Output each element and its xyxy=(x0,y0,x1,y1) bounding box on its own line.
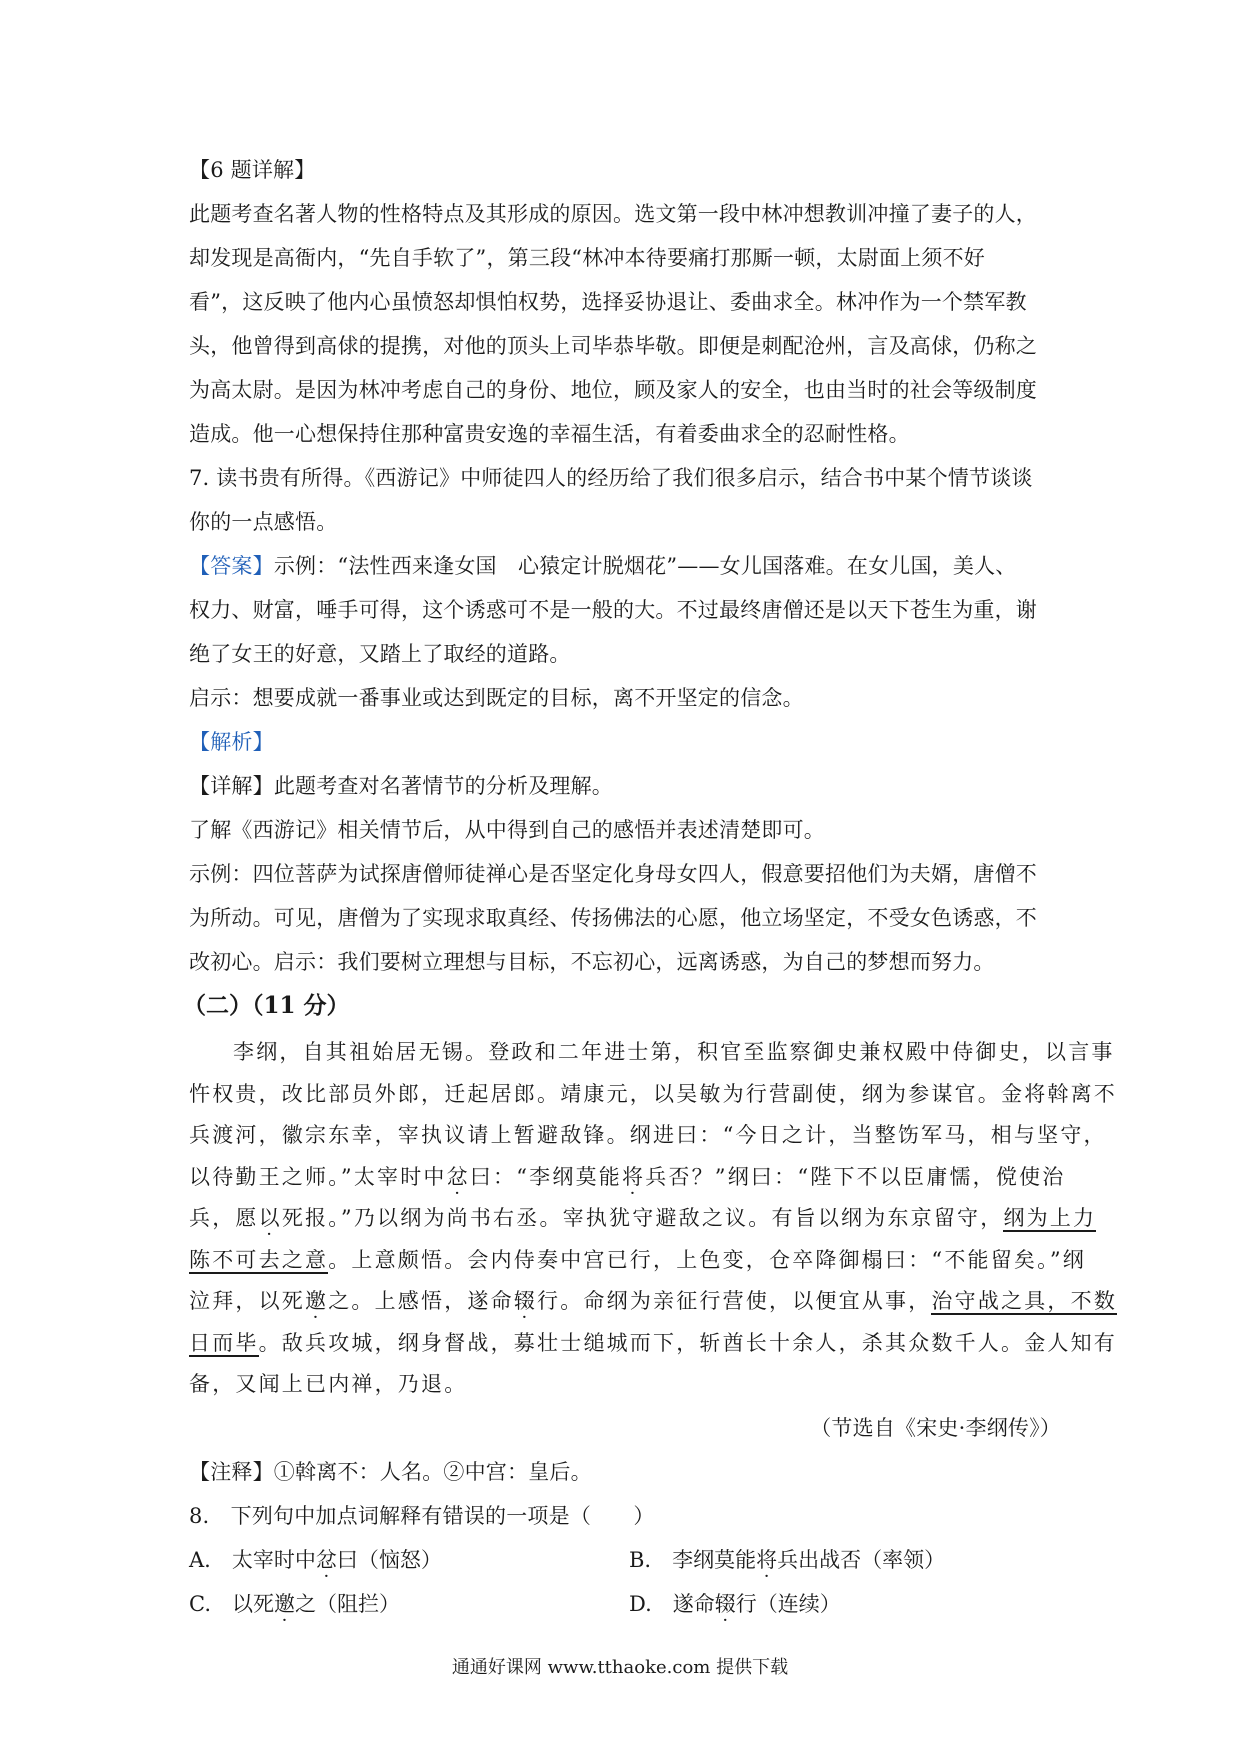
section-title: （二）（11 分） xyxy=(183,992,350,1019)
q8-options-row xyxy=(189,1538,1069,1582)
option-text: A. 太宰时中 xyxy=(189,1547,316,1572)
passage-text: 兵否？”纲曰：“陛下不以臣庸懦，傥使治 xyxy=(645,1164,1066,1189)
q7-answer-line: 启示：想要成就一番事业或达到既定的目标，离不开坚定的信念。 xyxy=(189,686,804,710)
option-text: 曰（恼怒） xyxy=(336,1547,442,1572)
passage-text: 之。上感悟，遂命 xyxy=(328,1289,514,1313)
q7-answer-line xyxy=(189,544,1069,588)
q6-detail-line: 此题考查名著人物的性格特点及其形成的原因。选文第一段中林冲想教训冲撞了妻子的人， xyxy=(189,202,1037,226)
q7-answer-text: 示例：“法性西来逢女国 心猿定计脱烟花”——女儿国落难。在女儿国，美人、 xyxy=(273,554,1017,578)
passage-text: 行。命纲为亲征行营使，以便宜从事， xyxy=(537,1289,932,1313)
answer-tag: 【答案】 xyxy=(189,554,274,578)
q8-option-a xyxy=(189,1538,629,1582)
q6-detail-line: 看”，这反映了他内心虽愤怒却惧怕权势，选择妥协退让、委曲求全。林冲作为一个禁军教 xyxy=(189,290,1027,314)
dotted-word: 以 xyxy=(258,1206,282,1230)
passage-line xyxy=(189,1157,1069,1199)
passage-source: （节选自《宋史·李纲传》） xyxy=(810,1415,1061,1440)
option-text: B. 李纲莫能 xyxy=(629,1547,757,1572)
q7-answer-line: 权力、财富，唾手可得，这个诱惑可不是一般的大。不过最终唐僧还是以天下苍生为重，谢 xyxy=(189,598,1037,622)
underlined-sentence: 纲为上力 xyxy=(1003,1206,1097,1230)
dotted-word: 将 xyxy=(756,1547,778,1572)
dotted-word: 辍 xyxy=(513,1289,538,1313)
passage-line: 忤权贵，改比部员外郎，迁起居郎。靖康元，以吴敏为行营副使，纲为参谋官。金将斡离不 xyxy=(189,1081,1117,1106)
passage-line xyxy=(189,1281,1118,1323)
q7-detail-text: 此题考查对名著情节的分析及理解。 xyxy=(273,774,614,798)
passage-line xyxy=(189,1198,1097,1240)
q8-stem: 8. 下列句中加点词解释有错误的一项是（ ） xyxy=(189,1503,655,1528)
q7-detail-line: 为所动。可见，唐僧为了实现求取真经、传扬佛法的心愿，他立场坚定，不受女色诱惑，不 xyxy=(189,906,1037,930)
q7-detail-line: 了解《西游记》相关情节后，从中得到自己的感悟并表述清楚即可。 xyxy=(189,818,825,842)
q7-detail-line xyxy=(189,764,1069,808)
q8-options-row xyxy=(189,1582,1069,1626)
option-text: C. 以死 xyxy=(189,1591,274,1616)
passage-text: 泣拜，以死 xyxy=(189,1289,305,1313)
q6-detail-heading: 【6 题详解】 xyxy=(189,158,316,182)
q6-detail-line: 造成。他一心想保持住那种富贵安逸的幸福生活，有着委曲求全的忍耐性格。 xyxy=(189,422,910,446)
passage-line: 备，又闻上已内禅，乃退。 xyxy=(189,1372,468,1396)
option-text: 之（阻拦） xyxy=(295,1591,400,1616)
q6-detail-line: 为高太尉。是因为林冲考虑自己的身份、地位，顾及家人的安全，也由当时的社会等级制度 xyxy=(189,378,1037,402)
dotted-word: 辍 xyxy=(714,1591,736,1616)
analysis-tag: 【解析】 xyxy=(189,730,274,754)
underlined-sentence: 治守战之具，不数 xyxy=(931,1289,1118,1313)
page-content xyxy=(183,148,1118,1626)
page-footer: 通通好课网 www.tthaoke.com 提供下载 xyxy=(451,1657,789,1678)
passage-text: 死报。”乃以纲为尚书右丞。宰执犹守避敌之议。有旨以纲为东京留守， xyxy=(281,1206,1004,1230)
passage-text: 曰：“李纲莫能 xyxy=(469,1164,622,1189)
q8-option-b xyxy=(629,1538,1069,1582)
passage-line: 李纲，自其祖始居无锡。登政和二年进士第，积官至监察御史兼权殿中侍御史，以言事 xyxy=(233,1040,1115,1064)
q7-question-line: 7. 读书贵有所得。《西游记》中师徒四人的经历给了我们很多启示，结合书中某个情节谈谈 xyxy=(189,466,1033,490)
q7-answer-line: 绝了女王的好意，又踏上了取经的道路。 xyxy=(189,642,571,666)
passage-note: 【注释】①斡离不：人名。②中宫：皇后。 xyxy=(189,1459,592,1484)
passage-text: 以待勤王之师。”太宰时中 xyxy=(189,1164,447,1189)
detail-tag: 【详解】 xyxy=(189,774,274,798)
q6-detail-line: 却发现是高衙内，“先自手软了”，第三段“林冲本待要痛打那厮一顿，太尉面上须不好 xyxy=(189,246,986,270)
dotted-word: 邀 xyxy=(274,1591,295,1616)
passage-text: 。上意颇悟。会内侍奏中宫已行，上色变，仓卒降御榻曰：“不能留矣。”纲 xyxy=(328,1247,1086,1272)
underlined-sentence: 日而毕 xyxy=(189,1330,259,1355)
q7-detail-line: 示例：四位菩萨为试探唐僧师徒禅心是否坚定化身母女四人，假意要招他们为夫婿，唐僧不 xyxy=(189,862,1037,886)
passage-line xyxy=(189,1323,1118,1365)
passage-line xyxy=(189,1240,1086,1282)
passage-line: 兵渡河，徽宗东幸，宰执议请上暂避敌锋。纲进曰：“今日之计，当整饬军马，相与坚守， xyxy=(189,1123,1107,1147)
underlined-sentence: 陈不可去之意 xyxy=(189,1247,329,1272)
option-text: 兵出战否（率领） xyxy=(777,1547,946,1572)
dotted-word: 忿 xyxy=(446,1164,470,1189)
q8-option-d xyxy=(629,1582,1069,1626)
q7-question-line: 你的一点感悟。 xyxy=(189,510,338,534)
dotted-word: 邀 xyxy=(305,1289,329,1313)
passage-text: 。敌兵攻城，纲身督战，募壮士缒城而下，斩酋长十余人，杀其众数千人。金人知有 xyxy=(258,1330,1118,1355)
dotted-word: 忿 xyxy=(315,1547,337,1572)
q6-detail-line: 头，他曾得到高俅的提携，对他的顶头上司毕恭毕敬。即便是刺配沧州，言及高俅，仍称之 xyxy=(189,334,1037,358)
q8-option-c xyxy=(189,1582,629,1626)
passage-text: 兵，愿 xyxy=(189,1206,259,1230)
option-text: D. 遂命 xyxy=(629,1591,715,1616)
option-text: 行（连续） xyxy=(735,1591,841,1616)
dotted-word: 将 xyxy=(621,1164,646,1189)
q7-detail-line: 改初心。启示：我们要树立理想与目标，不忘初心，远离诱惑，为自己的梦想而努力。 xyxy=(189,950,995,974)
